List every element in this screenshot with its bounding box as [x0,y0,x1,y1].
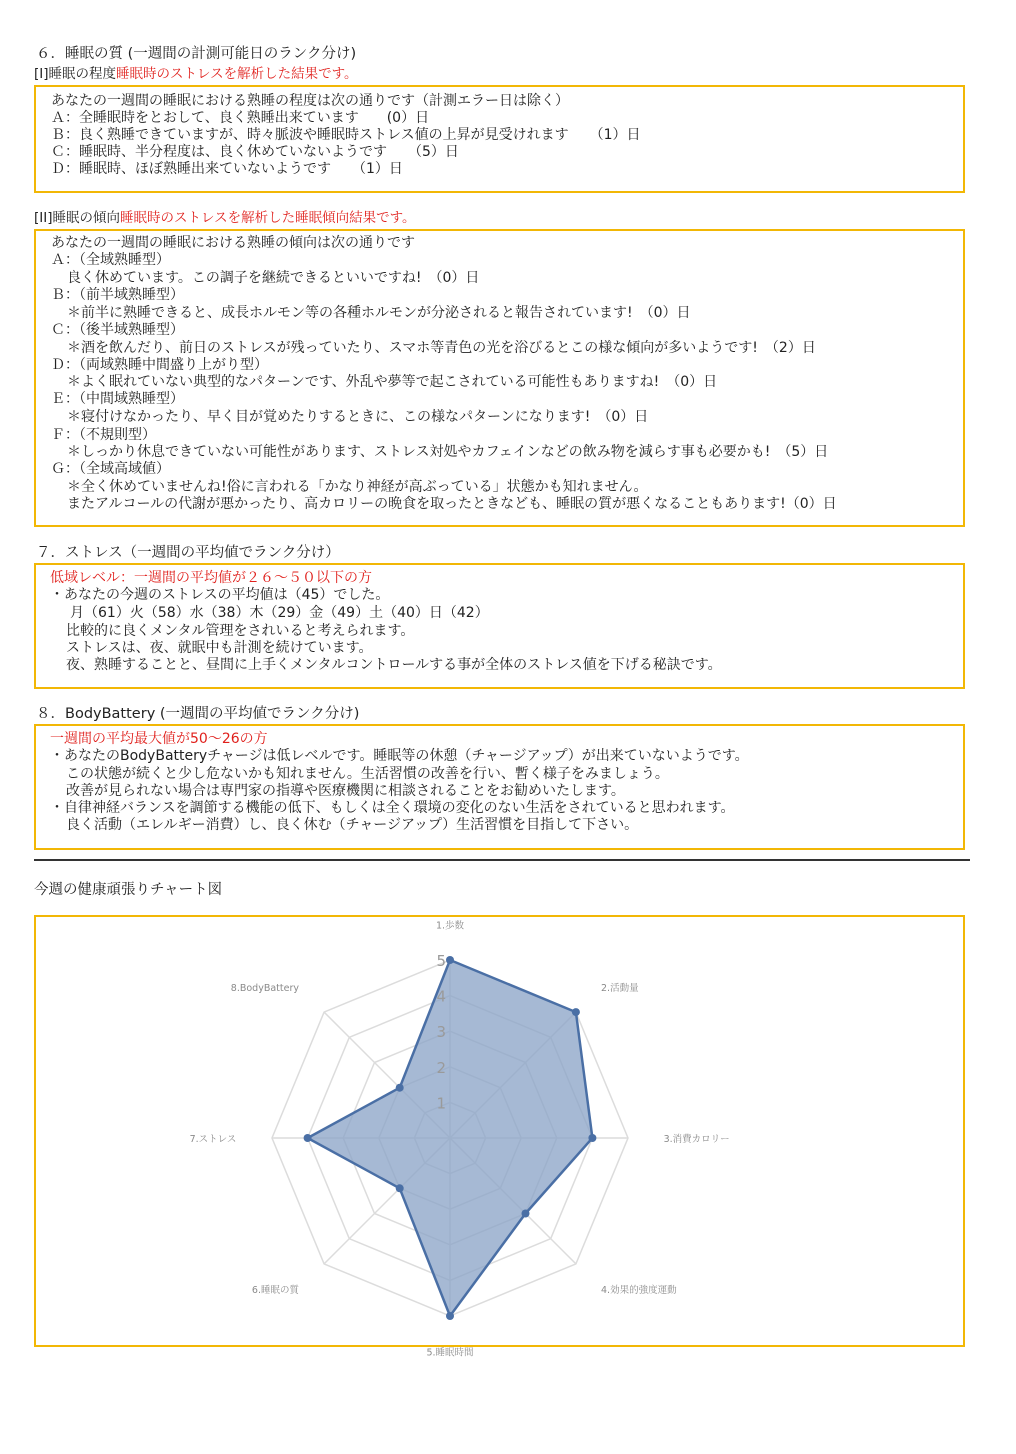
box-line: ・自律神経バランスを調節する機能の低下、もしくは全く環境の変化のない生活をされていると思われます。 [50,800,735,816]
box-line: ストレスは、夜、就眠中も計測を続けています。 [66,640,373,656]
stress-level: 低域レベル：一週間の平均値が２６～５０以下の方 [50,570,372,586]
box-line: Ｆ：（不規則型） [51,427,156,443]
radar-axis-label: 8.BodyBattery [230,983,299,994]
box-line: Ｄ：（両域熟睡中間盛り上がり型） [51,357,268,373]
box-line: 比較的に良くメンタル管理をされいると考えられます。 [66,623,415,639]
box-line: ＊よく眠れていない典型的なパターンです、外乱や夢等で起こされている可能性もありますね! （0）日 [67,374,718,390]
section-8-heading: ８．BodyBattery (一週間の平均値でランク分け) [36,706,360,722]
box-line: Ｃ：（後半域熟睡型） [51,322,184,338]
box-line: またアルコールの代謝が悪かったり、高カロリーの晩食を取ったときなども、睡眠の質が悪くなることもあります!（0）日 [67,496,837,512]
box-line: あなたの一週間の睡眠における熟睡の程度は次の通りです（計測エラー日は除く） [51,93,569,109]
box-line: ＊酒を飲んだり、前日のストレスが残っていたり、スマホ等青色の光を浴びるとこの様な傾向が多いようです! （2）日 [67,340,816,356]
box-line: ＊前半に熟睡できると、成長ホルモン等の各種ホルモンが分泌されると報告されています! （0）日 [67,305,691,321]
box-line: 良く休めています。この調子を継続できるといいですね! （0）日 [67,270,480,286]
box-line: あなたの一週間の睡眠における熟睡の傾向は次の通りです [51,235,415,251]
radar-data-point [446,956,454,964]
box-line: Ｂ：（前半域熟睡型） [51,287,184,303]
section-6-heading: ６．睡眠の質 (一週間の計測可能日のランク分け) [36,46,357,62]
radar-data-point [572,1008,580,1016]
radar-data-point [588,1134,596,1142]
radar-data-point [396,1084,404,1092]
sleep-degree-label: [I]睡眠の程度 [34,66,117,82]
radar-data-point [446,1312,454,1320]
radar-data-point [522,1210,530,1218]
box-line: ・あなたのBodyBatteryチャージは低レベルです。睡眠等の休憩（チャージアップ）が出来ていないようです。 [50,748,749,764]
box-line: 良く活動（エレルギー消費）し、良く休む（チャージアップ）生活習慣を目指して下さい。 [66,817,639,833]
box-line: Ｃ：睡眠時、半分程度は、良く休めていないようです （5）日 [51,144,459,160]
radar-axis-label: 7.ストレス [189,1134,237,1145]
radar-axis-label: 4.効果的強度運動 [601,1285,677,1296]
box-line: この状態が続くと少し危ないかも知れません。生活習慣の改善を行い、暫く様子をみましょう。 [66,766,669,782]
radar-tick-label: 5 [436,952,446,970]
radar-tick-label: 2 [436,1058,446,1077]
radar-axis-label: 3.消費カロリー [663,1134,730,1145]
box-line: 夜、熟睡することと、昼間に上手くメンタルコントロールする事が全体のストレス値を下げる秘訣です。 [66,657,722,673]
bodybattery-level: 一週間の平均最大値が50～26の方 [50,731,268,747]
box-line: 改善が見られない場合は専門家の指導や医療機関に相談されることをお勧めいたします。 [66,783,625,799]
box-line: ＊しっかり休息できていない可能性があります、ストレス対処やカフェインなどの飲み物を減らす事も必要かも! （5）日 [67,444,829,460]
radar-data-point [396,1184,404,1192]
box-line: ＊寝付けなかったり、早く目が覚めたりするときに、この様なパターンになります! （0）日 [67,409,649,425]
box-line: Ａ：全睡眠時をとおして、良く熟睡出来ています (0）日 [51,110,430,126]
radar-tick-label: 1 [436,1094,446,1113]
box-line: Ｂ：良く熟睡できていますが、時々脈波や睡眠時ストレス値の上昇が見受けれます （1）日 [51,127,641,143]
radar-axis-label: 6.睡眠の質 [251,1285,299,1296]
radar-data-point [304,1134,312,1142]
box-line: Ａ：（全域熟睡型） [51,252,170,268]
radar-axis-label: 2.活動量 [601,983,639,994]
radar-series-area [308,960,593,1316]
radar-tick-label: 3 [436,1023,446,1042]
box-line: ・あなたの今週のストレスの平均値は（45）でした。 [50,587,390,603]
sleep-tendency-note: 睡眠時のストレスを解析した睡眠傾向結果です。 [120,210,416,226]
box-line: Ｄ：睡眠時、ほぼ熟睡出来ていないようです （1）日 [51,161,403,177]
sleep-degree-note: 睡眠時のストレスを解析した結果です。 [116,66,358,82]
radar-axis-label: 5.睡眠時間 [426,1347,474,1359]
radar-tick-label: 4 [436,987,446,1006]
box-line: Ｇ：（全域高域値） [51,461,170,477]
section-7-heading: ７．ストレス（一週間の平均値でランク分け） [36,545,340,561]
sleep-tendency-label: [II]睡眠の傾向 [34,210,120,226]
box-line: 月（61）火（58）水（38）木（29）金（49）土（40）日（42） [70,605,489,621]
box-line: Ｅ：（中間域熟睡型） [51,391,184,407]
chart-title: 今週の健康頑張りチャート図 [34,882,223,898]
radar-axis-label: 1.歩数 [435,920,465,932]
box-line: ＊全く休めていませんね!俗に言われる「かなり神経が高ぶっている」状態かも知れません。 [67,479,648,495]
